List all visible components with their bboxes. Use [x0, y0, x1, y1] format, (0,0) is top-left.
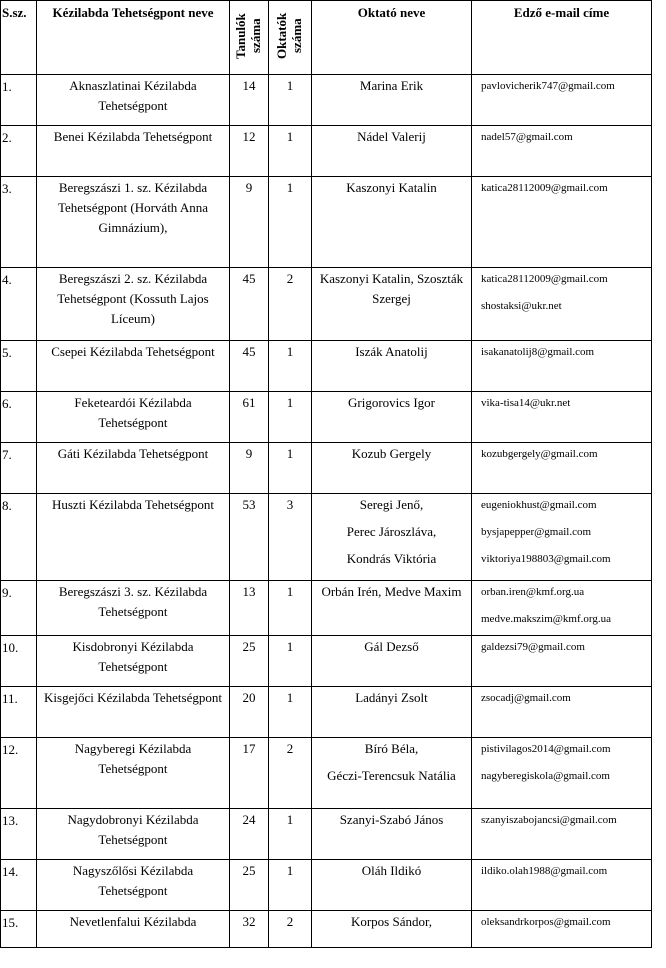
- row-number: 11.: [1, 687, 37, 738]
- oktatok-szama: 1: [269, 75, 312, 126]
- oktato-neve: [312, 581, 472, 636]
- tanulok-szama: 53: [230, 494, 269, 581]
- header-tanulok: [230, 1, 269, 75]
- tanulok-szama: 45: [230, 268, 269, 341]
- email-address: szanyiszabojancsi@gmail.com: [481, 814, 617, 826]
- table-row: [1, 738, 652, 809]
- oktato-neve: [312, 177, 472, 268]
- tehetsegpont-name: Nagyberegi Kézilabda Tehetségpont: [37, 738, 230, 809]
- oktato-neve: [312, 494, 472, 581]
- table-row: [1, 443, 652, 494]
- email-address: isakanatolij8@gmail.com: [481, 346, 595, 358]
- email-address: katica28112009@gmail.com: [481, 273, 608, 285]
- tehetsegpont-name: Gáti Kézilabda Tehetségpont: [37, 443, 230, 494]
- tanulok-szama: 24: [230, 809, 269, 860]
- tanulok-szama: 17: [230, 738, 269, 809]
- row-number: 14.: [1, 860, 37, 911]
- edzo-email: [472, 268, 652, 341]
- edzo-email: [472, 809, 652, 860]
- tehetsegpont-name: Benei Kézilabda Tehetségpont: [37, 126, 230, 177]
- oktatok-szama: 1: [269, 809, 312, 860]
- row-number: 4.: [1, 268, 37, 341]
- oktatok-szama: 2: [269, 911, 312, 948]
- table-row: [1, 494, 652, 581]
- header-oktatok: [269, 1, 312, 75]
- header-name: Kézilabda Tehetségpont neve: [37, 1, 230, 75]
- edzo-email: [472, 738, 652, 809]
- edzo-email: [472, 126, 652, 177]
- row-number: 3.: [1, 177, 37, 268]
- oktato-name-line: Seregi Jenő,: [359, 497, 424, 512]
- edzo-email: [472, 392, 652, 443]
- email-address: nadel57@gmail.com: [481, 131, 573, 143]
- email-address: kozubgergely@gmail.com: [481, 448, 598, 460]
- oktato-neve: [312, 860, 472, 911]
- email-address: nagyberegiskola@gmail.com: [481, 770, 610, 782]
- tehetsegpont-name: Feketeardói Kézilabda Tehetségpont: [37, 392, 230, 443]
- edzo-email: [472, 581, 652, 636]
- header-oktatok-label: Oktatók száma: [274, 12, 304, 59]
- oktato-name-line: Perec Jároszláva,: [346, 524, 437, 539]
- tanulok-szama: 9: [230, 443, 269, 494]
- oktatok-szama: 1: [269, 636, 312, 687]
- oktatok-szama: 1: [269, 341, 312, 392]
- oktatok-szama: 1: [269, 687, 312, 738]
- oktato-neve: [312, 911, 472, 948]
- tehetsegpont-name: Nevetlenfalui Kézilabda: [37, 911, 230, 948]
- email-address: pavlovicherik747@gmail.com: [481, 80, 615, 92]
- edzo-email: [472, 177, 652, 268]
- table-row: [1, 860, 652, 911]
- email-address: oleksandrkorpos@gmail.com: [481, 916, 611, 928]
- oktato-neve: [312, 75, 472, 126]
- row-number: 13.: [1, 809, 37, 860]
- tehetsegpont-name: Kisdobronyi Kézilabda Tehetségpont: [37, 636, 230, 687]
- edzo-email: [472, 636, 652, 687]
- oktato-name-line: Kozub Gergely: [351, 446, 432, 461]
- edzo-email: [472, 911, 652, 948]
- tehetsegpont-name: Nagydobronyi Kézilabda Tehetségpont: [37, 809, 230, 860]
- oktatok-szama: 2: [269, 738, 312, 809]
- table-row: [1, 75, 652, 126]
- tanulok-szama: 12: [230, 126, 269, 177]
- table-row: [1, 581, 652, 636]
- tanulok-szama: 14: [230, 75, 269, 126]
- header-tanulok-label: Tanulók száma: [233, 12, 263, 59]
- oktato-name-line: Szanyi-Szabó János: [339, 812, 444, 827]
- oktatok-szama: 2: [269, 268, 312, 341]
- tehetsegpont-name: Kisgejőci Kézilabda Tehetségpont: [37, 687, 230, 738]
- email-address: medve.makszim@kmf.org.ua: [481, 613, 611, 625]
- header-sz: S.sz.: [1, 1, 37, 75]
- table-row: [1, 687, 652, 738]
- table-row: [1, 268, 652, 341]
- row-number: 15.: [1, 911, 37, 948]
- edzo-email: [472, 75, 652, 126]
- oktatok-szama: 1: [269, 581, 312, 636]
- tanulok-szama: 13: [230, 581, 269, 636]
- email-address: eugeniokhust@gmail.com: [481, 499, 597, 511]
- row-number: 8.: [1, 494, 37, 581]
- oktato-name-line: Marina Erik: [359, 78, 424, 93]
- row-number: 7.: [1, 443, 37, 494]
- edzo-email: [472, 494, 652, 581]
- tehetsegpont-name: Beregszászi 2. sz. Kézilabda Tehetségpont (Kossuth Lajos Líceum): [37, 268, 230, 341]
- email-address: galdezsi79@gmail.com: [481, 641, 585, 653]
- oktato-neve: [312, 443, 472, 494]
- email-address: zsocadj@gmail.com: [481, 692, 571, 704]
- tehetsegpont-name: Beregszászi 1. sz. Kézilabda Tehetségpont (Horváth Anna Gimnázium),: [37, 177, 230, 268]
- row-number: 1.: [1, 75, 37, 126]
- oktato-name-line: Oláh Ildikó: [361, 863, 422, 878]
- oktato-name-line: Géczi-Terencsuk Natália: [327, 768, 456, 783]
- email-address: orban.iren@kmf.org.ua: [481, 586, 585, 598]
- tanulok-szama: 20: [230, 687, 269, 738]
- table-row: [1, 636, 652, 687]
- tanulok-szama: 25: [230, 636, 269, 687]
- oktatok-szama: 3: [269, 494, 312, 581]
- row-number: 12.: [1, 738, 37, 809]
- email-address: viktoriya198803@gmail.com: [481, 553, 611, 565]
- tanulok-szama: 25: [230, 860, 269, 911]
- edzo-email: [472, 443, 652, 494]
- oktato-name-line: Bíró Béla,: [364, 741, 419, 756]
- oktato-name-line: Kaszonyi Katalin, Szoszták Szergej: [319, 271, 464, 306]
- oktato-neve: [312, 341, 472, 392]
- oktato-neve: [312, 268, 472, 341]
- row-number: 10.: [1, 636, 37, 687]
- row-number: 6.: [1, 392, 37, 443]
- table-row: [1, 392, 652, 443]
- email-address: bysjapepper@gmail.com: [481, 526, 592, 538]
- table-body: [1, 75, 652, 948]
- email-address: katica28112009@gmail.com: [481, 182, 608, 194]
- tanulok-szama: 45: [230, 341, 269, 392]
- tanulok-szama: 9: [230, 177, 269, 268]
- email-address: ildiko.olah1988@gmail.com: [481, 865, 608, 877]
- oktatok-szama: 1: [269, 126, 312, 177]
- row-number: 9.: [1, 581, 37, 636]
- header-oktato-neve: Oktató neve: [312, 1, 472, 75]
- oktato-neve: [312, 392, 472, 443]
- row-number: 2.: [1, 126, 37, 177]
- oktato-name-line: Kondrás Viktória: [346, 551, 437, 566]
- edzo-email: [472, 860, 652, 911]
- table-row: [1, 341, 652, 392]
- oktato-name-line: Grigorovics Igor: [347, 395, 435, 410]
- tehetsegpont-name: Huszti Kézilabda Tehetségpont: [37, 494, 230, 581]
- tehetsegpont-name: Aknaszlatinai Kézilabda Tehetségpont: [37, 75, 230, 126]
- header-email: Edző e-mail címe: [472, 1, 652, 75]
- table-row: [1, 177, 652, 268]
- email-address: vika-tisa14@ukr.net: [481, 397, 571, 409]
- oktatok-szama: 1: [269, 443, 312, 494]
- tehetsegpont-name: Beregszászi 3. sz. Kézilabda Tehetségpont: [37, 581, 230, 636]
- tehetsegpont-name: Csepei Kézilabda Tehetségpont: [37, 341, 230, 392]
- header-row: [1, 1, 652, 75]
- table-row: [1, 911, 652, 948]
- email-address: shostaksi@ukr.net: [481, 300, 562, 312]
- oktato-neve: [312, 126, 472, 177]
- oktato-neve: [312, 738, 472, 809]
- oktato-neve: [312, 809, 472, 860]
- edzo-email: [472, 687, 652, 738]
- oktato-name-line: Ladányi Zsolt: [355, 690, 428, 705]
- oktato-neve: [312, 636, 472, 687]
- oktato-name-line: Kaszonyi Katalin: [346, 180, 437, 195]
- oktatok-szama: 1: [269, 392, 312, 443]
- tanulok-szama: 61: [230, 392, 269, 443]
- tehetsegpont-name: Nagyszőlősi Kézilabda Tehetségpont: [37, 860, 230, 911]
- email-address: pistivilagos2014@gmail.com: [481, 743, 611, 755]
- oktato-name-line: Korpos Sándor,: [350, 914, 433, 929]
- table-row: [1, 809, 652, 860]
- oktatok-szama: 1: [269, 177, 312, 268]
- oktato-name-line: Nádel Valerij: [357, 129, 426, 144]
- row-number: 5.: [1, 341, 37, 392]
- tanulok-szama: 32: [230, 911, 269, 948]
- table-row: [1, 126, 652, 177]
- oktato-name-line: Orbán Irén, Medve Maxim: [321, 584, 462, 599]
- oktato-name-line: Iszák Anatolij: [355, 344, 428, 359]
- oktato-name-line: Gál Dezső: [364, 639, 419, 654]
- oktato-neve: [312, 687, 472, 738]
- edzo-email: [472, 341, 652, 392]
- oktatok-szama: 1: [269, 860, 312, 911]
